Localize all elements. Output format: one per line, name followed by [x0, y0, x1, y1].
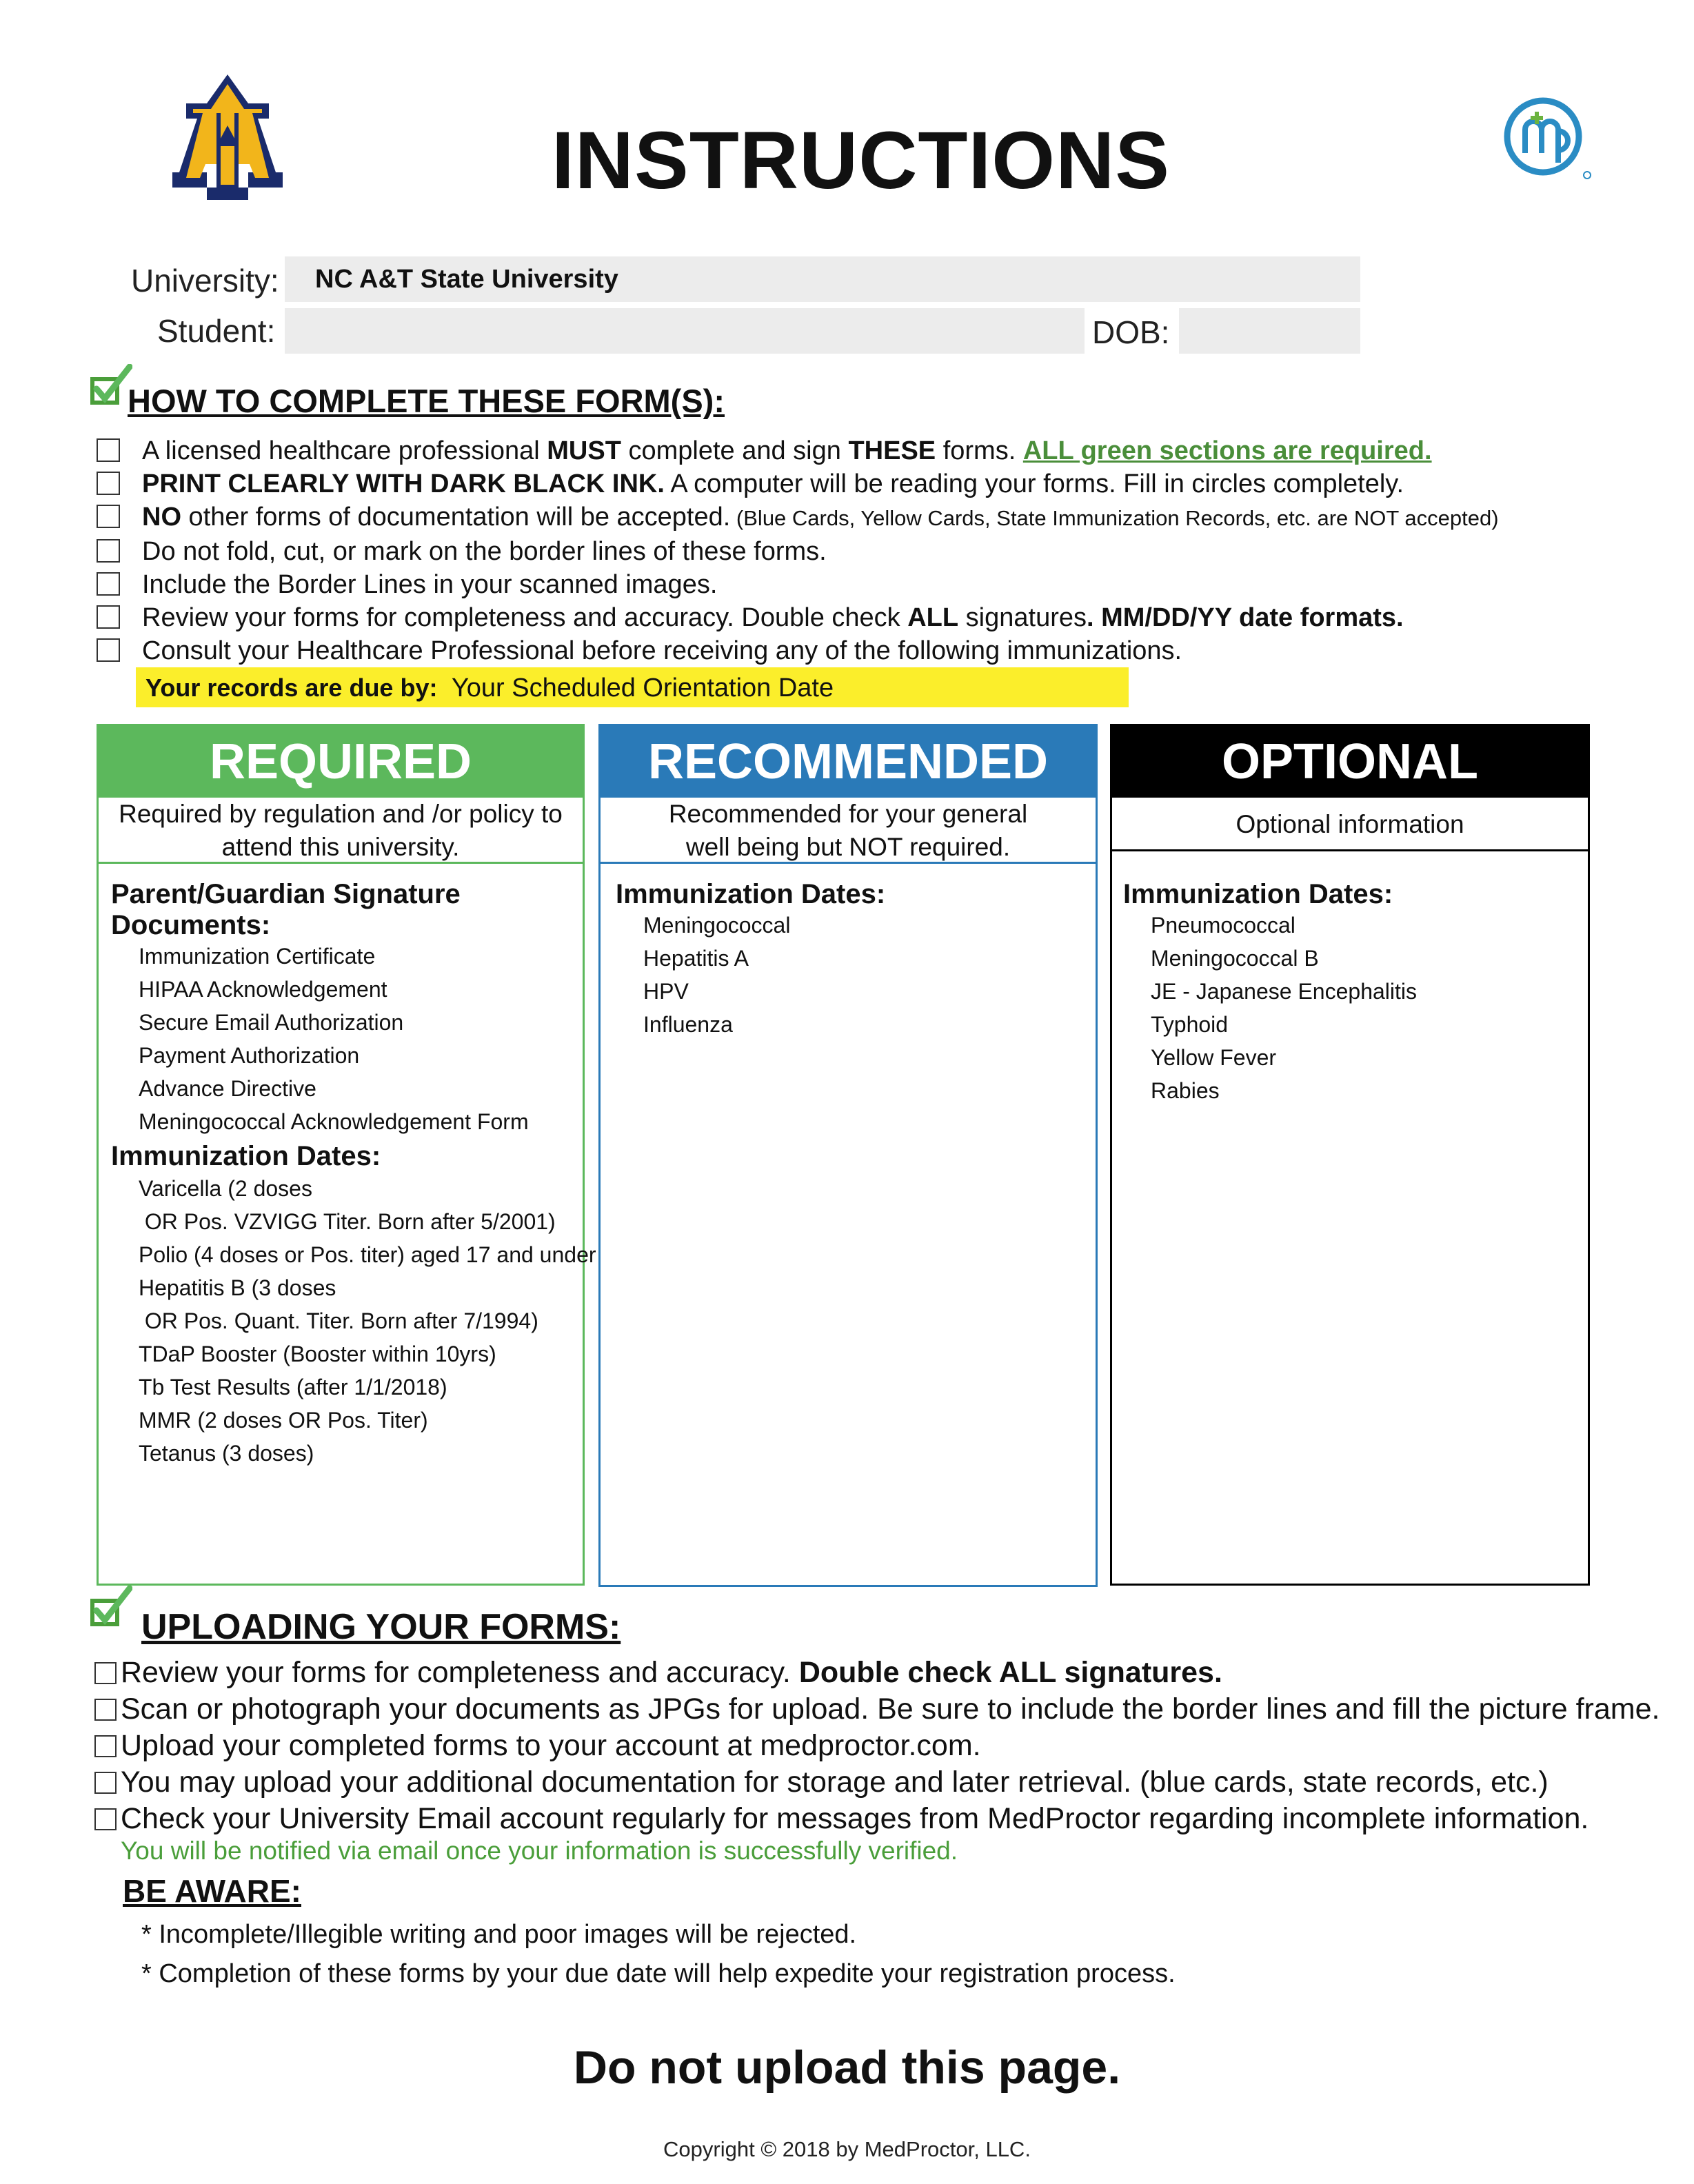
list-item: Pneumococcal [1151, 913, 1295, 938]
how-to-list [97, 434, 1499, 667]
uploading-heading: UPLOADING YOUR FORMS: [141, 1607, 621, 1647]
verification-notice: You will be notified via email once your information is successfully verified. [121, 1837, 958, 1865]
immunization-title: Immunization Dates: [111, 1141, 381, 1171]
university-label: University: [131, 263, 279, 299]
checkbox[interactable] [97, 605, 120, 629]
green-check-icon [90, 364, 132, 407]
list-item: Hepatitis A [643, 946, 749, 971]
list-item: HPV [643, 979, 689, 1004]
recommended-header: RECOMMENDED [601, 726, 1096, 798]
page-title: INSTRUCTIONS [552, 115, 1170, 206]
how-to-item: Include the Border Lines in your scanned images. [97, 568, 1499, 601]
list-item: Immunization Certificate [139, 944, 376, 969]
student-label: Student: [157, 313, 276, 349]
dob-field[interactable] [1179, 308, 1360, 354]
list-item: Tb Test Results (after 1/1/2018) [139, 1375, 447, 1399]
required-body [99, 864, 596, 1470]
optional-subheader: Optional information [1112, 798, 1588, 851]
documents-list [111, 940, 583, 1138]
how-to-heading: HOW TO COMPLETE THESE FORM(S): [128, 383, 725, 419]
checkbox[interactable] [94, 1735, 117, 1757]
checkbox[interactable] [94, 1808, 117, 1830]
list-item: Tetanus (3 doses) [139, 1441, 314, 1466]
checkbox[interactable] [97, 539, 120, 563]
list-item: Varicella (2 doses [139, 1176, 312, 1201]
list-item: Meningococcal B [1151, 946, 1319, 971]
checkbox[interactable] [97, 505, 120, 528]
due-label: Your records are due by: [145, 674, 438, 702]
immunization-list [1123, 909, 1588, 1107]
do-not-upload-warning: Do not upload this page. [573, 2041, 1121, 2094]
immunization-list [616, 909, 1096, 1041]
required-column [97, 724, 596, 1586]
university-field[interactable]: NC A&T State University [285, 256, 1360, 302]
list-item: Polio (4 doses or Pos. titer) aged 17 and under [139, 1242, 596, 1267]
how-to-item: Do not fold, cut, or mark on the border lines of these forms. [97, 535, 1499, 568]
immunization-title: Immunization Dates: [616, 879, 886, 909]
student-field[interactable] [285, 308, 1085, 354]
upload-item: Upload your completed forms to your account at medproctor.com. [94, 1728, 1660, 1764]
upload-item: Review your forms for completeness and accuracy. Double check ALL signatures. [94, 1655, 1660, 1691]
how-to-item: NO other forms of documentation will be accepted. (Blue Cards, Yellow Cards, State Immunization Records, etc. are NOT accepted) [97, 501, 1499, 535]
how-to-item: PRINT CLEARLY WITH DARK BLACK INK. A computer will be reading your forms. Fill in circles completely. [97, 467, 1499, 501]
checkbox[interactable] [94, 1699, 117, 1721]
upload-item: You may upload your additional documentation for storage and later retrieval. (blue cards, state records, etc.) [94, 1764, 1660, 1801]
optional-header: OPTIONAL [1112, 726, 1588, 798]
checkbox[interactable] [97, 472, 120, 495]
list-item: Hepatitis B (3 doses [139, 1275, 336, 1300]
recommended-column [598, 724, 1098, 1587]
immunization-title: Immunization Dates: [1123, 879, 1393, 909]
copyright: Copyright © 2018 by MedProctor, LLC. [663, 2137, 1031, 2161]
checkbox[interactable] [94, 1662, 117, 1684]
list-item: Rabies [1151, 1078, 1220, 1103]
due-date-banner [136, 667, 1129, 707]
required-header: REQUIRED [99, 726, 583, 798]
dob-label: DOB: [1092, 314, 1170, 350]
upload-item: Check your University Email account regularly for messages from MedProctor regarding incomplete information. [94, 1801, 1660, 1837]
how-to-item: Review your forms for completeness and accuracy. Double check ALL signatures. MM/DD/YY date formats. [97, 601, 1499, 634]
immunization-list [111, 1172, 596, 1470]
list-item: Typhoid [1151, 1012, 1229, 1037]
documents-title: Documents: [111, 910, 271, 940]
list-item: Secure Email Authorization [139, 1010, 404, 1035]
parent-signature-title: Parent/Guardian Signature [111, 879, 461, 909]
list-item: Payment Authorization [139, 1043, 360, 1068]
checkbox[interactable] [97, 572, 120, 596]
green-check-icon [90, 1586, 132, 1628]
how-to-item: A licensed healthcare professional MUST complete and sign THESE forms. ALL green sections are required. [97, 434, 1499, 467]
medproctor-mp-logo [1503, 97, 1593, 179]
list-item: Advance Directive [139, 1076, 316, 1101]
list-item: HIPAA Acknowledgement [139, 977, 387, 1002]
how-to-item: Consult your Healthcare Professional before receiving any of the following immunizations. [97, 634, 1499, 667]
list-item: JE - Japanese Encephalitis [1151, 979, 1417, 1004]
recommended-subheader: Recommended for your general well being but NOT required. [601, 798, 1096, 864]
list-item: * Completion of these forms by your due date will help expedite your registration process. [141, 1959, 1176, 1988]
be-aware-heading: BE AWARE: [123, 1873, 301, 1909]
list-item: Meningococcal Acknowledgement Form [139, 1109, 529, 1134]
list-item: * Incomplete/Illegible writing and poor images will be rejected. [141, 1920, 857, 1949]
list-item: OR Pos. VZVIGG Titer. Born after 5/2001) [139, 1209, 556, 1234]
recommended-body [601, 864, 1096, 1041]
list-item: Meningococcal [643, 913, 791, 938]
checkbox[interactable] [97, 438, 120, 462]
list-item: OR Pos. Quant. Titer. Born after 7/1994) [139, 1308, 538, 1333]
optional-body [1112, 851, 1588, 1107]
be-aware-list [141, 1915, 1176, 1994]
upload-item: Scan or photograph your documents as JPGs for upload. Be sure to include the border lines and fill the picture frame. [94, 1691, 1660, 1728]
optional-column [1110, 724, 1590, 1586]
list-item: Influenza [643, 1012, 733, 1037]
list-item: Yellow Fever [1151, 1045, 1277, 1070]
list-item: MMR (2 doses OR Pos. Titer) [139, 1408, 428, 1433]
checkbox[interactable] [94, 1772, 117, 1794]
required-subheader: Required by regulation and /or policy to attend this university. [99, 798, 583, 864]
due-value: Your Scheduled Orientation Date [451, 674, 834, 702]
checkbox[interactable] [97, 638, 120, 662]
uploading-list [94, 1655, 1660, 1837]
list-item: TDaP Booster (Booster within 10yrs) [139, 1342, 496, 1366]
